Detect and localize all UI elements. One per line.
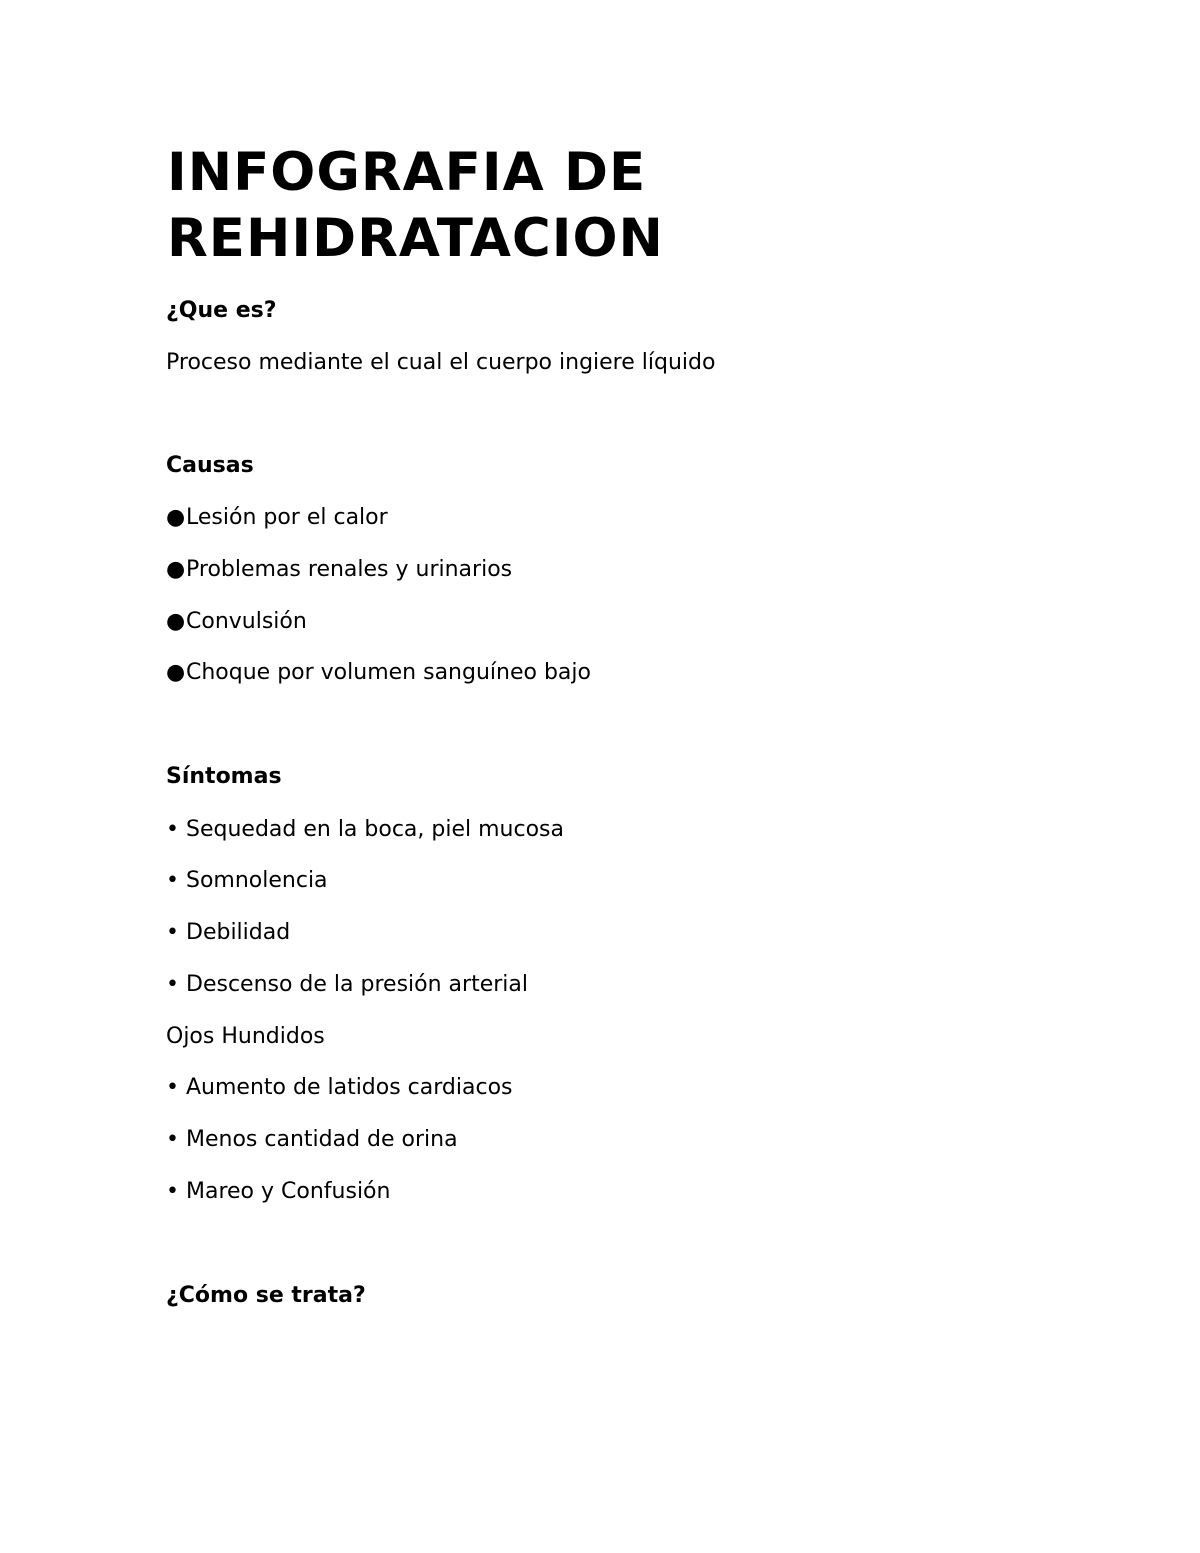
treatment-heading: ¿Cómo se trata? (166, 1283, 366, 1308)
document-title (167, 140, 664, 272)
symptoms-list-item (166, 866, 328, 896)
list-item-text: Aumento de latidos cardiacos (186, 1075, 513, 1100)
bullet-icon: ● (166, 557, 186, 582)
symptoms-list-item (166, 1177, 390, 1207)
causes-heading: Causas (166, 453, 254, 478)
symptoms-list-item (166, 1073, 513, 1103)
symptoms-heading: Síntomas (166, 764, 282, 789)
list-item-text: Sequedad en la boca, piel mucosa (186, 817, 564, 842)
bullet-icon: ● (166, 660, 186, 685)
list-item-text: Somnolencia (186, 868, 328, 893)
list-item-text: Lesión por el calor (186, 505, 388, 530)
bullet-icon: • (166, 1127, 179, 1152)
what-is-text: Proceso mediante el cual el cuerpo ingiere líquido (166, 350, 716, 375)
list-item-text: Convulsión (186, 609, 307, 634)
symptoms-list-item (166, 918, 290, 948)
title-line: REHIDRATACION (167, 208, 664, 269)
bullet-icon: • (166, 817, 179, 842)
bullet-icon: ● (166, 505, 186, 530)
bullet-icon: • (166, 1179, 179, 1204)
causes-list-item (166, 607, 307, 637)
bullet-icon: ● (166, 609, 186, 634)
causes-list-item (166, 503, 388, 533)
causes-list-item (166, 658, 591, 688)
bullet-icon: • (166, 868, 179, 893)
list-item-text: Problemas renales y urinarios (186, 557, 513, 582)
causes-list-item (166, 555, 512, 585)
list-item-text: Descenso de la presión arterial (186, 972, 528, 997)
bullet-icon: • (166, 1075, 179, 1100)
bullet-icon: • (166, 972, 179, 997)
list-item-text: Mareo y Confusión (186, 1179, 391, 1204)
symptoms-list-item (166, 970, 528, 1000)
symptoms-list-item (166, 815, 564, 845)
list-item-text: Debilidad (186, 920, 291, 945)
what-is-heading: ¿Que es? (166, 298, 277, 323)
bullet-icon: • (166, 920, 179, 945)
symptoms-plain-line: Ojos Hundidos (166, 1024, 325, 1049)
list-item-text: Menos cantidad de orina (186, 1127, 458, 1152)
title-line: INFOGRAFIA DE (167, 142, 647, 203)
symptoms-list-item (166, 1125, 458, 1155)
list-item-text: Choque por volumen sanguíneo bajo (186, 660, 591, 685)
